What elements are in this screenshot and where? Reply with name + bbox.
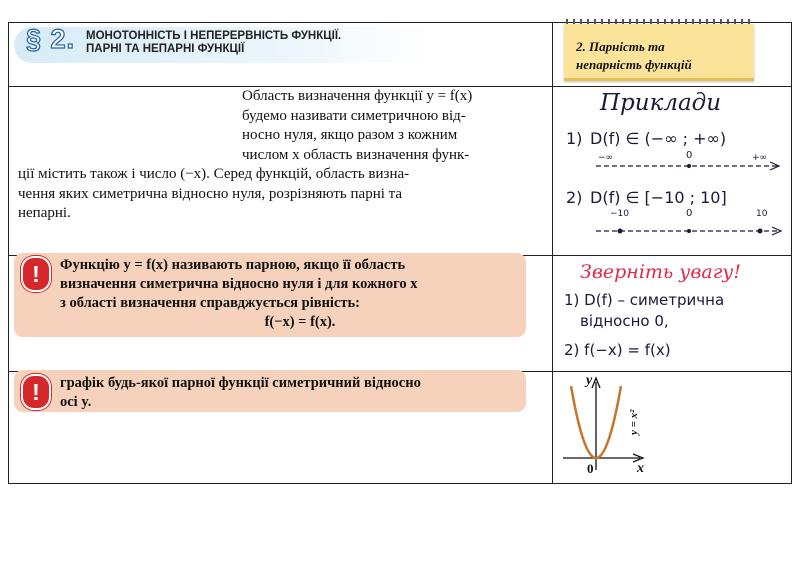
exclamation-icon: !: [21, 256, 51, 292]
section-title-line: МОНОТОННІСТЬ І НЕПЕРЕРВНІСТЬ ФУНКЦІЇ.: [86, 30, 342, 42]
paragraph-line: носно нуля, якщо разом з кожним: [242, 127, 458, 143]
paragraph-line: ції містить також і число (−x). Серед функцій, область визна-: [18, 166, 410, 182]
example-1-domain: D(f) ∈ (−∞ ; +∞): [590, 129, 727, 148]
callout-line: з області визначення справджується рівність:: [60, 295, 361, 311]
origin-label: 0: [587, 461, 594, 476]
paragraph-line: непарні.: [18, 205, 71, 221]
zero-point: [687, 164, 691, 168]
curve-label: y = x²: [628, 409, 640, 435]
paragraph-line: будемо називати симетричною від-: [242, 107, 466, 124]
callout-line: Функцію y = f(x) називають парною, якщо її область: [60, 257, 406, 273]
paragraph-line: чення яких симетрична відносно нуля, розрізняють парні та: [18, 185, 403, 202]
paragraph-line: числом x область визначення функ-: [242, 146, 470, 163]
callout-line: графік будь-якої парної функції симетричний відносно: [60, 375, 421, 391]
exclamation-icon: !: [21, 374, 51, 410]
example-2-zero-label: 0: [686, 208, 693, 219]
examples-heading: Приклади: [600, 90, 722, 116]
y-axis-label: y: [586, 373, 593, 388]
callout-line: осі y.: [60, 394, 92, 410]
example-2-label: 2): [566, 188, 583, 207]
example-2-domain: D(f) ∈ [−10 ; 10]: [590, 188, 727, 207]
sticky-note-line: непарність функцій: [576, 57, 692, 72]
example-1-right-label: +∞: [752, 153, 768, 163]
section-number: § 2.: [26, 24, 76, 54]
zero-point: [687, 229, 691, 233]
attention-item-1-cont: відносно 0,: [580, 312, 669, 330]
attention-item-1: 1) D(f) – симетрична: [564, 291, 725, 309]
even-function-formula: f(−x) = f(x).: [264, 314, 336, 330]
example-1-left-label: −∞: [598, 153, 614, 163]
example-2-left-label: −10: [610, 209, 629, 219]
left-point: [618, 229, 623, 234]
sticky-note-line: 2. Парність та: [576, 39, 665, 54]
attention-heading: Зверніть увагу!: [580, 261, 741, 283]
right-point: [758, 229, 763, 234]
callout-line: визначення симетрична відносно нуля і для кожного x: [60, 276, 418, 292]
paragraph-line: Область визначення функції y = f(x): [242, 88, 473, 104]
attention-item-2: 2) f(−x) = f(x): [564, 341, 671, 359]
example-1-zero-label: 0: [686, 150, 693, 161]
section-title-line: ПАРНІ ТА НЕПАРНІ ФУНКЦІЇ: [86, 43, 245, 55]
x-axis-label: x: [637, 461, 644, 476]
example-2-right-label: 10: [756, 209, 768, 219]
example-1-label: 1): [566, 129, 583, 148]
